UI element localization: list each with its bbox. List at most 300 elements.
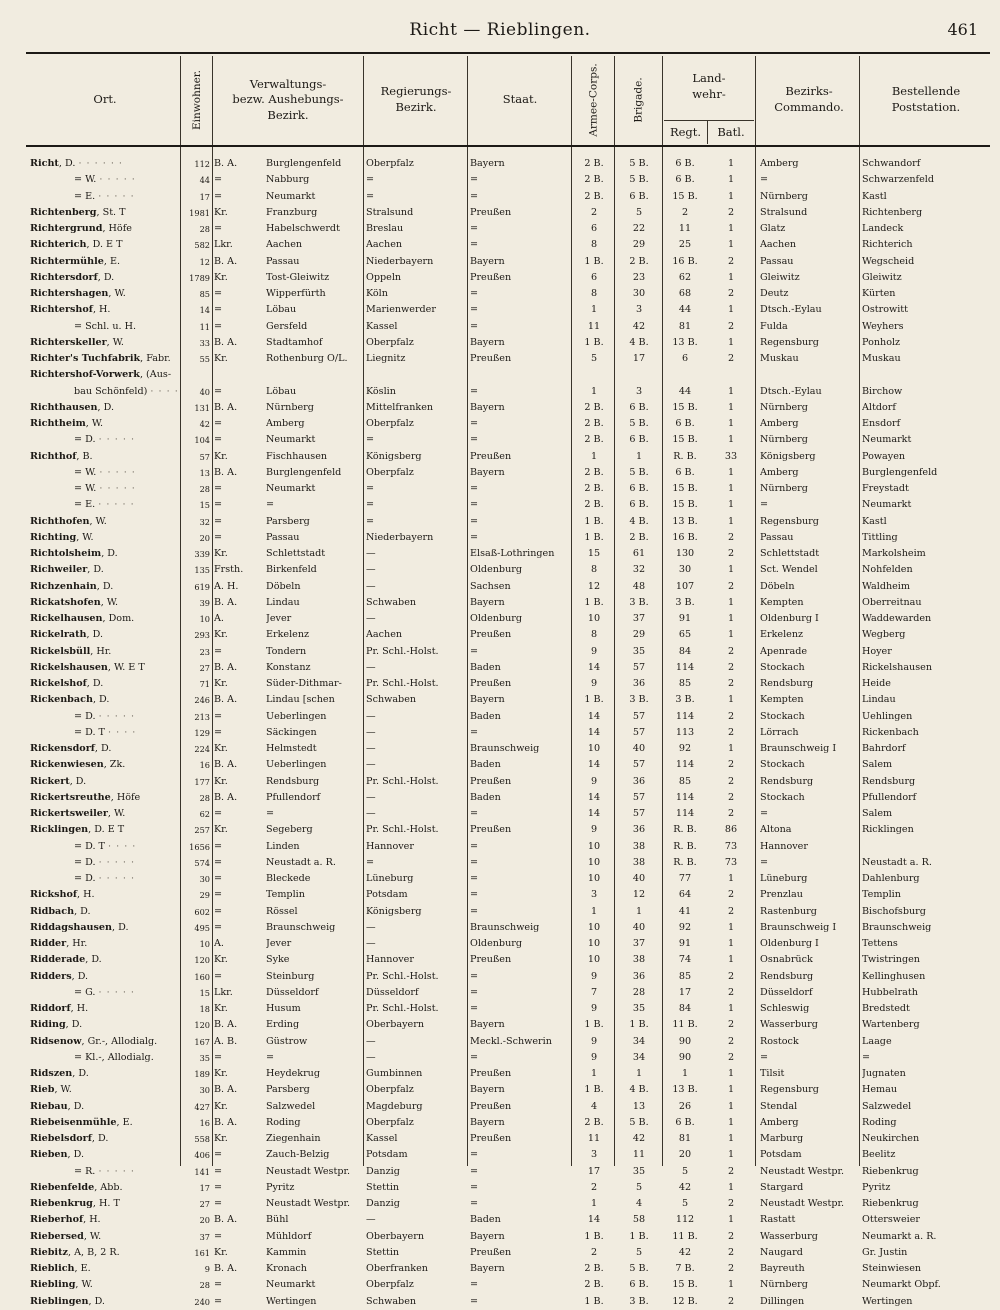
cell-ort	[30, 660, 180, 676]
cell-staat: =	[470, 304, 479, 316]
cell-aushebungsbezirk: Tondern	[266, 645, 307, 657]
cell-regierungsbezirk: —	[366, 743, 376, 754]
cell-regierungsbezirk: —	[366, 661, 376, 673]
cell-staat: =	[470, 531, 479, 543]
cell-aushebungsbezirk: Parsberg	[266, 515, 310, 527]
cell-bezirks-commando: =	[760, 499, 769, 511]
cell-regierungsbezirk: —	[366, 710, 376, 722]
cell-staat: Bayern	[470, 1230, 505, 1242]
place-type: , D.	[71, 970, 89, 982]
place-type: , D.	[67, 1100, 85, 1112]
table-row	[0, 1082, 1000, 1098]
cell-bezirks-commando: Osnabrück	[760, 954, 813, 966]
place-name: Richtermühle	[30, 255, 104, 267]
table-row	[0, 1050, 1000, 1066]
cell-armee-corps: 2 B.	[584, 499, 604, 511]
cell-brigade: 37	[632, 938, 646, 949]
cell-staat: =	[470, 1051, 479, 1063]
table-row	[0, 400, 1000, 416]
cell-landwehr-regt: R. B.	[673, 840, 697, 852]
place-name: Richweiler	[30, 564, 88, 576]
cell-landwehr-batl: 2	[727, 661, 735, 673]
cell-landwehr-batl: 1	[727, 694, 735, 706]
cell-poststation: Altdorf	[862, 401, 896, 413]
cell-regierungsbezirk: Pr. Schl.-Holst.	[366, 1003, 439, 1014]
table-row	[0, 1099, 1000, 1115]
cell-poststation: Waddewarden	[862, 613, 932, 624]
cell-staat: =	[470, 515, 479, 527]
cell-verwaltung: =	[214, 1051, 223, 1063]
cell-landwehr-batl: 1	[727, 1133, 735, 1144]
cell-regierungsbezirk: Oberbayern	[366, 1019, 424, 1031]
cell-brigade: 5	[635, 206, 643, 218]
cell-poststation: Oberreitnau	[862, 596, 922, 608]
cell-bezirks-commando: Oldenburg I	[760, 613, 819, 624]
cell-aushebungsbezirk: Salzwedel	[266, 1100, 316, 1112]
place-name: Richtergrund	[30, 223, 103, 234]
cell-poststation: Pyritz	[862, 1181, 891, 1193]
cell-ort	[30, 855, 180, 871]
cell-staat: =	[470, 1181, 479, 1193]
cell-landwehr-regt: 1	[681, 1068, 689, 1079]
cell-bezirks-commando: Neustadt Westpr.	[760, 1198, 845, 1209]
cell-poststation: Wegberg	[862, 629, 906, 641]
cell-verwaltung: Kr.	[214, 353, 228, 364]
cell-regierungsbezirk: —	[366, 726, 376, 738]
leader-dots: · · · · ·	[99, 174, 136, 186]
cell-ort	[30, 1017, 180, 1033]
cell-ort	[30, 205, 180, 221]
cell-aushebungsbezirk: Neustadt a. R.	[266, 856, 336, 868]
cell-staat: =	[470, 1295, 479, 1307]
cell-armee-corps: 9	[590, 775, 598, 787]
cell-regierungsbezirk: =	[366, 499, 375, 511]
place-name: Rickert	[30, 775, 70, 787]
place-type: , D.	[74, 905, 91, 917]
cell-staat: Preußen	[470, 1246, 512, 1258]
table-row	[0, 1245, 1000, 1261]
cell-aushebungsbezirk: Kronach	[266, 1263, 307, 1274]
table-row	[0, 497, 1000, 513]
cell-bezirks-commando: Stockach	[760, 710, 805, 722]
cell-staat: =	[470, 1149, 479, 1161]
cell-einwohner: 246	[194, 695, 210, 706]
cell-aushebungsbezirk: Steinburg	[266, 970, 315, 982]
cell-einwohner: 14	[199, 305, 210, 316]
cell-regierungsbezirk: Gumbinnen	[366, 1068, 423, 1079]
cell-regierungsbezirk: Schwaben	[366, 1295, 417, 1307]
table-row	[0, 432, 1000, 448]
cell-brigade: 2 B.	[629, 255, 649, 267]
cell-aushebungsbezirk: Schlettstadt	[266, 548, 326, 559]
cell-ort	[30, 692, 180, 708]
cell-regierungsbezirk: Oberpfalz	[366, 158, 414, 169]
cell-landwehr-batl: 1	[727, 921, 735, 933]
cell-landwehr-regt: 81	[678, 320, 692, 332]
cell-poststation: Bahrdorf	[862, 743, 906, 754]
cell-landwehr-batl: 1	[727, 1214, 735, 1226]
place-name: Ridders	[30, 970, 72, 982]
cell-poststation: Kastl	[862, 190, 887, 202]
cell-ort	[30, 676, 180, 692]
cell-armee-corps: 2 B.	[584, 174, 604, 186]
cell-regierungsbezirk: Kassel	[366, 1133, 398, 1144]
cell-aushebungsbezirk: Lindau [schen	[266, 694, 335, 706]
cell-bezirks-commando: Muskau	[760, 353, 799, 364]
cell-ort	[30, 514, 180, 530]
cell-landwehr-regt: 114	[675, 710, 695, 722]
cell-regierungsbezirk: Niederbayern	[366, 255, 434, 267]
cell-poststation: Gr. Justin	[862, 1246, 908, 1258]
table-row	[0, 286, 1000, 302]
cell-aushebungsbezirk: Birkenfeld	[266, 564, 317, 576]
cell-verwaltung: =	[214, 905, 223, 917]
table-row	[0, 384, 1000, 400]
cell-brigade: 1	[635, 905, 643, 917]
table-row	[0, 319, 1000, 335]
cell-staat: =	[470, 288, 479, 299]
cell-landwehr-batl: 1	[727, 613, 735, 624]
table-row	[0, 1294, 1000, 1310]
table-row	[0, 189, 1000, 205]
place-type: , W.	[76, 531, 94, 543]
place-type: , E.	[103, 255, 121, 267]
cell-landwehr-batl: 1	[727, 1068, 735, 1079]
cell-armee-corps: 2 B.	[584, 1263, 604, 1274]
place-type: , W.	[85, 418, 104, 429]
cell-armee-corps: 15	[587, 548, 601, 559]
cell-brigade: 3 B.	[629, 694, 649, 706]
cell-ort	[30, 1212, 180, 1228]
cell-aushebungsbezirk: Pyritz	[266, 1181, 295, 1193]
place-name: Rickatshofen	[30, 596, 101, 608]
place-type: = E.	[74, 499, 96, 511]
cell-verwaltung: Kr.	[214, 1133, 228, 1144]
cell-regierungsbezirk: —	[366, 808, 376, 819]
cell-landwehr-regt: 3 B.	[675, 694, 695, 706]
table-row	[0, 855, 1000, 871]
cell-landwehr-regt: 20	[678, 1149, 692, 1161]
place-type: = W.	[74, 174, 97, 186]
place-name: Rieben	[30, 1149, 68, 1161]
cell-verwaltung: B. A.	[214, 1019, 238, 1031]
table-row	[0, 237, 1000, 253]
place-name: Rieberhof	[30, 1214, 84, 1226]
place-type: , Zk.	[103, 759, 126, 771]
cell-aushebungsbezirk: Gersfeld	[266, 320, 308, 332]
cell-regierungsbezirk: Oberpfalz	[366, 466, 414, 478]
cell-landwehr-batl: 2	[727, 320, 735, 332]
cell-ort	[30, 644, 180, 660]
cell-einwohner: 213	[194, 711, 210, 722]
cell-einwohner: 9	[204, 1264, 210, 1274]
header-rule	[26, 145, 990, 147]
place-type: , D. E T	[88, 824, 125, 836]
cell-verwaltung: B. A.	[214, 336, 238, 348]
cell-verwaltung: B. A.	[214, 1263, 238, 1274]
cell-einwohner: 558	[194, 1134, 210, 1144]
cell-bezirks-commando: Passau	[760, 255, 794, 267]
place-type: , W.	[89, 515, 107, 527]
cell-landwehr-regt: 11 B.	[672, 1019, 698, 1031]
cell-bezirks-commando: Neustadt Westpr.	[760, 1165, 845, 1177]
cell-poststation: Nohfelden	[862, 564, 913, 576]
cell-poststation: Braunschweig	[862, 921, 932, 933]
cell-staat: =	[470, 873, 479, 884]
cell-aushebungsbezirk: Neustadt Westpr.	[266, 1198, 351, 1209]
cell-brigade: 36	[632, 824, 646, 836]
cell-poststation: Weyhers	[862, 320, 904, 332]
cell-einwohner: 28	[199, 1280, 210, 1291]
place-name: Ridszen	[30, 1068, 73, 1079]
cell-landwehr-batl: 2	[727, 1230, 735, 1242]
cell-landwehr-batl: 2	[727, 986, 735, 998]
place-name: Richtenberg	[30, 206, 97, 218]
running-title: Richt — Rieblingen.	[409, 20, 591, 40]
cell-aushebungsbezirk: Güstrow	[266, 1035, 308, 1047]
cell-brigade: 1 B.	[629, 1230, 649, 1242]
cell-bezirks-commando: Tilsit	[760, 1068, 785, 1079]
cell-einwohner: 28	[199, 224, 210, 234]
cell-bezirks-commando: Altona	[760, 824, 792, 836]
cell-landwehr-batl: 1	[727, 1181, 735, 1193]
cell-regierungsbezirk: Königsberg	[366, 450, 422, 462]
cell-aushebungsbezirk: Pfullendorf	[266, 791, 321, 803]
place-name: Riddorf	[30, 1003, 71, 1014]
cell-einwohner: 17	[199, 191, 210, 202]
cell-ort	[30, 546, 180, 562]
cell-aushebungsbezirk: Säckingen	[266, 726, 317, 738]
cell-landwehr-batl: 1	[727, 336, 735, 348]
cell-einwohner: 1656	[189, 841, 210, 852]
cell-staat: =	[470, 840, 479, 852]
cell-bezirks-commando: Erkelenz	[760, 629, 804, 641]
cell-verwaltung: =	[214, 856, 223, 868]
table-row	[0, 595, 1000, 611]
table-row	[0, 1196, 1000, 1212]
cell-ort	[30, 1082, 180, 1098]
cell-regierungsbezirk: Schwaben	[366, 596, 417, 608]
cell-brigade: 1	[635, 1068, 643, 1079]
cell-landwehr-regt: 6	[681, 353, 689, 364]
cell-staat: =	[470, 645, 479, 657]
cell-bezirks-commando: Stockach	[760, 759, 805, 771]
cell-einwohner: 495	[194, 922, 210, 933]
cell-landwehr-regt: 2	[681, 206, 689, 218]
cell-landwehr-regt: 92	[678, 921, 692, 933]
cell-brigade: 35	[632, 645, 646, 657]
cell-poststation: Riebenkrug	[862, 1165, 919, 1177]
cell-ort	[30, 270, 180, 286]
cell-ort	[30, 757, 180, 773]
cell-brigade: 17	[632, 353, 646, 364]
cell-landwehr-batl: 1	[727, 954, 735, 966]
place-type: , Fabr.	[140, 353, 171, 364]
place-type: , B.	[76, 450, 93, 462]
cell-regierungsbezirk: —	[366, 759, 376, 771]
cell-brigade: 61	[632, 548, 646, 559]
cell-poststation: Neumarkt	[862, 434, 912, 446]
place-type: , W.	[54, 1084, 72, 1096]
cell-bezirks-commando: Deutz	[760, 288, 789, 299]
cell-aushebungsbezirk: Löbau	[266, 385, 297, 397]
place-name: Riebenfelde	[30, 1181, 95, 1193]
cell-armee-corps: 8	[590, 239, 598, 251]
cell-einwohner: 10	[199, 939, 210, 949]
cell-brigade: 35	[632, 1003, 646, 1014]
cell-staat: =	[470, 239, 479, 251]
cell-einwohner: 29	[199, 890, 210, 901]
table-row	[0, 530, 1000, 546]
cell-ort	[30, 497, 180, 513]
cell-ort	[30, 302, 180, 318]
place-type: , D.	[112, 921, 129, 933]
cell-landwehr-regt: R. B.	[673, 450, 697, 462]
cell-bezirks-commando: Dtsch.-Eylau	[760, 304, 822, 316]
place-type: , D.	[94, 743, 112, 754]
cell-brigade: 5 B.	[629, 158, 649, 169]
cell-einwohner: 112	[194, 159, 210, 169]
cell-verwaltung: Lkr.	[214, 986, 233, 998]
cell-ort	[30, 839, 180, 855]
table-row	[0, 1229, 1000, 1245]
cell-staat: =	[470, 905, 479, 917]
cell-aushebungsbezirk: Konstanz	[266, 661, 311, 673]
cell-aushebungsbezirk: Habelschwerdt	[266, 223, 340, 234]
place-type: , D.	[101, 548, 118, 559]
place-type: , H.	[70, 1003, 89, 1014]
cell-aushebungsbezirk: Jever	[266, 938, 292, 949]
place-type: , D.	[97, 271, 115, 283]
cell-ort	[30, 920, 180, 936]
table-row	[0, 514, 1000, 530]
cell-verwaltung: A.	[214, 613, 224, 624]
cell-einwohner: 135	[194, 565, 210, 576]
cell-regierungsbezirk: Pr. Schl.-Holst.	[366, 645, 439, 657]
cell-landwehr-regt: 130	[675, 548, 695, 559]
place-type: = R.	[74, 1165, 96, 1177]
cell-landwehr-batl: 33	[724, 450, 738, 462]
table-row	[0, 822, 1000, 838]
place-type: , D.	[97, 401, 115, 413]
cell-bezirks-commando: Prenzlau	[760, 889, 803, 901]
cell-armee-corps: 14	[587, 1214, 601, 1226]
cell-verwaltung: =	[214, 921, 223, 933]
cell-einwohner: 161	[194, 1247, 210, 1258]
cell-regierungsbezirk: Stettin	[366, 1246, 400, 1258]
landwehr-sub-divider	[707, 120, 708, 144]
cell-ort	[30, 627, 180, 643]
cell-regierungsbezirk: Köln	[366, 288, 388, 299]
table-row	[0, 774, 1000, 790]
table-row	[0, 627, 1000, 643]
place-name: Richthausen	[30, 401, 98, 413]
cell-landwehr-regt: 74	[678, 954, 692, 966]
cell-brigade: 12	[632, 889, 646, 901]
place-type: , D.	[69, 775, 87, 787]
cell-landwehr-regt: 42	[678, 1181, 692, 1193]
cell-bezirks-commando: Apenrade	[760, 645, 808, 657]
cell-landwehr-regt: 77	[678, 873, 692, 884]
cell-aushebungsbezirk: Husum	[266, 1003, 301, 1014]
cell-landwehr-regt: 85	[678, 775, 692, 787]
cell-verwaltung: =	[214, 1165, 223, 1177]
cell-regierungsbezirk: —	[366, 1214, 376, 1226]
cell-armee-corps: 2 B.	[584, 466, 604, 478]
cell-armee-corps: 1	[590, 1198, 598, 1209]
cell-armee-corps: 10	[587, 873, 601, 884]
cell-poststation: Powayen	[862, 450, 906, 462]
cell-brigade: 5 B.	[629, 418, 649, 429]
cell-ort	[30, 969, 180, 985]
cell-verwaltung: Kr.	[214, 548, 228, 559]
cell-aushebungsbezirk: Stadtamhof	[266, 336, 323, 348]
place-type: , W.	[75, 1279, 93, 1291]
place-name: Rieblingen	[30, 1295, 89, 1307]
cell-brigade: 3 B.	[629, 1295, 649, 1307]
cell-brigade: 58	[632, 1214, 646, 1226]
cell-regierungsbezirk: —	[366, 1035, 376, 1047]
cell-ort	[30, 400, 180, 416]
cell-poststation: Salzwedel	[862, 1100, 912, 1112]
cell-poststation: Beelitz	[862, 1149, 896, 1161]
cell-aushebungsbezirk: Ueberlingen	[266, 759, 327, 771]
place-type: , D.	[72, 1068, 89, 1079]
cell-einwohner: 39	[199, 597, 210, 608]
cell-staat: =	[470, 1198, 479, 1209]
cell-aushebungsbezirk: Parsberg	[266, 1084, 310, 1096]
cell-staat: Preußen	[470, 271, 512, 283]
cell-poststation: Bredstedt	[862, 1003, 910, 1014]
cell-poststation: Templin	[862, 889, 901, 901]
table-row	[0, 205, 1000, 221]
place-name: Rieb	[30, 1084, 55, 1096]
cell-regierungsbezirk: Stralsund	[366, 206, 414, 218]
cell-regierungsbezirk: Magdeburg	[366, 1100, 423, 1112]
cell-brigade: 6 B.	[629, 434, 649, 446]
cell-brigade: 57	[632, 710, 646, 722]
cell-staat: =	[470, 385, 479, 397]
cell-regierungsbezirk: Oberpfalz	[366, 1116, 414, 1128]
cell-ort	[30, 936, 180, 952]
cell-aushebungsbezirk: Fischhausen	[266, 450, 328, 462]
cell-regierungsbezirk: —	[366, 548, 376, 559]
cell-poststation: Rendsburg	[862, 775, 916, 787]
cell-verwaltung: B. A.	[214, 791, 238, 803]
table-row	[0, 156, 1000, 172]
cell-regierungsbezirk: =	[366, 190, 375, 202]
cell-armee-corps: 1 B.	[584, 1295, 604, 1307]
place-type: , D.	[88, 1295, 105, 1307]
place-name: Ridbach	[30, 905, 75, 917]
cell-poststation: Ottersweier	[862, 1214, 920, 1226]
cell-verwaltung: Kr.	[214, 1100, 228, 1112]
cell-bezirks-commando: Döbeln	[760, 580, 795, 592]
cell-brigade: 6 B.	[629, 1279, 649, 1291]
col-header-armee: Armee-Corps.	[588, 63, 601, 137]
cell-staat: =	[470, 190, 479, 202]
leader-dots: · · · ·	[108, 840, 137, 852]
cell-regierungsbezirk: Oberpfalz	[366, 418, 414, 429]
cell-armee-corps: 2 B.	[584, 1116, 604, 1128]
cell-regierungsbezirk: Breslau	[366, 223, 404, 234]
cell-bezirks-commando: Regensburg	[760, 1084, 819, 1096]
cell-landwehr-regt: 90	[678, 1035, 692, 1047]
cell-einwohner: 18	[199, 1004, 210, 1014]
cell-armee-corps: 14	[587, 759, 601, 771]
cell-landwehr-regt: 64	[678, 889, 692, 901]
cell-staat: Oldenburg	[470, 564, 522, 576]
